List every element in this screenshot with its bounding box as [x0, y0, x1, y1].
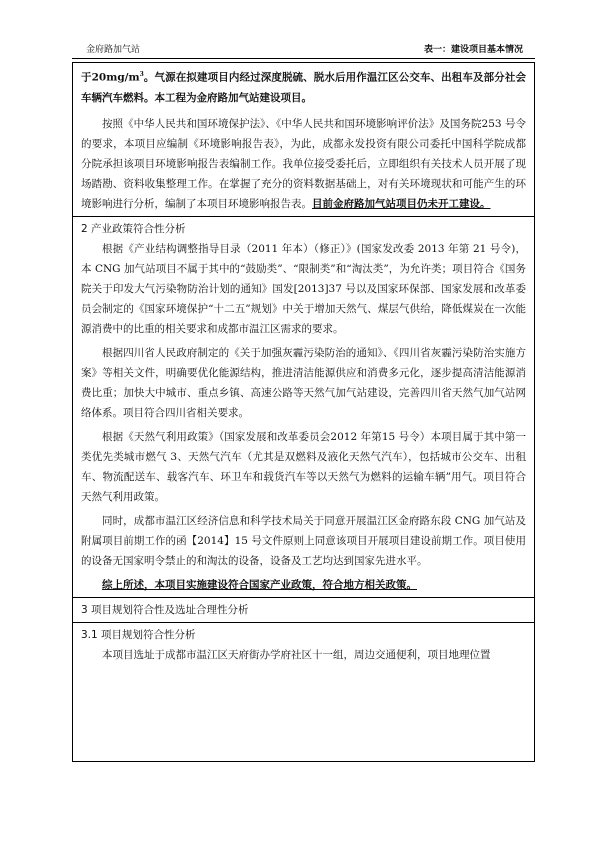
gas-source-superscript: 3 [139, 71, 144, 78]
content-area [73, 63, 534, 665]
header-table-title: 表一：建设项目基本情况 [423, 45, 523, 55]
paragraph-gas-source [81, 65, 526, 108]
header-project-name: 金府路加气站 [86, 45, 141, 55]
paragraph-gas-utilization: 根据《天然气利用政策》（国家发展和改革委员会2012 年第15 号令）本项目属于其中第一类优先类城市燃气 3、天然气汽车（尤其是双燃料及液化天然气汽车），包括城市公交车、出租车、物流配送车、载客汽车、环卫车和载货汽车等以天然气为燃料的运输车辆”用气。项目符合天然气利用政策。 [81, 430, 526, 503]
section-divider [73, 622, 534, 623]
paragraph-sichuan-policy: 根据四川省人民政府制定的《关于加强灰霾污染防治的通知》、《四川省灰霾污染防治实施方案》等相关文件，明确要优化能源结构，推进清洁能源供应和消费多元化，逐步提高清洁能源消费比重；加快大中城市、重点乡镇、高速公路等天然气加气站建设，完善四川省天然气加气站网络体系。项目符合四川省相关要求。 [81, 346, 526, 419]
header-rule [72, 58, 535, 59]
gas-source-rest: 。气源在拟建项目内经过深度脱硫、脱水后用作温江区公交车、出租车及部分社会车辆汽车燃料。本工程为金府路加气站建设项目。 [81, 71, 526, 104]
table-frame [72, 62, 535, 762]
paragraph-industry-catalog: 根据《产业结构调整指导目录（2011 年本）（修正）》(国家发改委 2013 年第 21 号令)，本 CNG 加气站项目不属于其中的“鼓励类”、“限制类”和“淘汰类”，为允许类；项目符合《国务院关于印发大气污染物防治计划的通知》国发[2013]37 号以及国家环保部、国家发展和改革委员会制定的《国家环境保护“十二五”规划》中关于增加天然气、煤层气供给，降低煤炭在一次能源消费中的比重的相关要求和成都市温江区需求的要求。 [81, 242, 526, 335]
paragraph-commission [81, 114, 526, 214]
commission-status-underlined: 目前金府路加气站项目仍未开工建设。 [312, 197, 491, 210]
page-header [72, 40, 535, 56]
section-divider [73, 216, 534, 217]
gas-source-lead: 于20mg/m [81, 71, 140, 84]
paragraph-policy-conclusion: 综上所述，本项目实施建设符合国家产业政策，符合地方相关政策。 [102, 578, 417, 591]
commission-text: 按照《中华人民共和国环境保护法》、《中华人民共和国环境影响评价法》及国务院253 号令的要求，本项目应编制《环境影响报告表》，为此，成都永发投资有限公司委托中国科学院成都分院承担该项目环境影响报告表编制工作。我单位接受委托后，立即组织有关技术人员开展了现场踏勘、资料收集整理工作。在掌握了充分的资料数据基础上，对有关环境现状和可能产生的环境影响进行分析，编制了本项目环境影响报告表。 [81, 117, 526, 210]
section-divider [73, 597, 534, 598]
paragraph-wenjiang-approval: 同时，成都市温江区经济信息和科学技术局关于同意开展温江区金府路东段 CNG 加气站及附属项目前期工作的函【2014】15 号文件原则上同意该项目开展项目建设前期工作。项目使用的设备无国家明令禁止的和淘汰的设备，设备及工艺均达到国家先进水平。 [81, 514, 526, 567]
section-heading-industry-policy: 2 产业政策符合性分析 [81, 222, 186, 235]
subsection-heading-planning: 3.1 项目规划符合性分析 [81, 628, 196, 641]
paragraph-site-location: 本项目选址于成都市温江区天府街办学府社区十一组，周边交通便利，项目地理位置 [102, 648, 491, 661]
section-heading-planning: 3 项目规划符合性及选址合理性分析 [81, 603, 249, 616]
